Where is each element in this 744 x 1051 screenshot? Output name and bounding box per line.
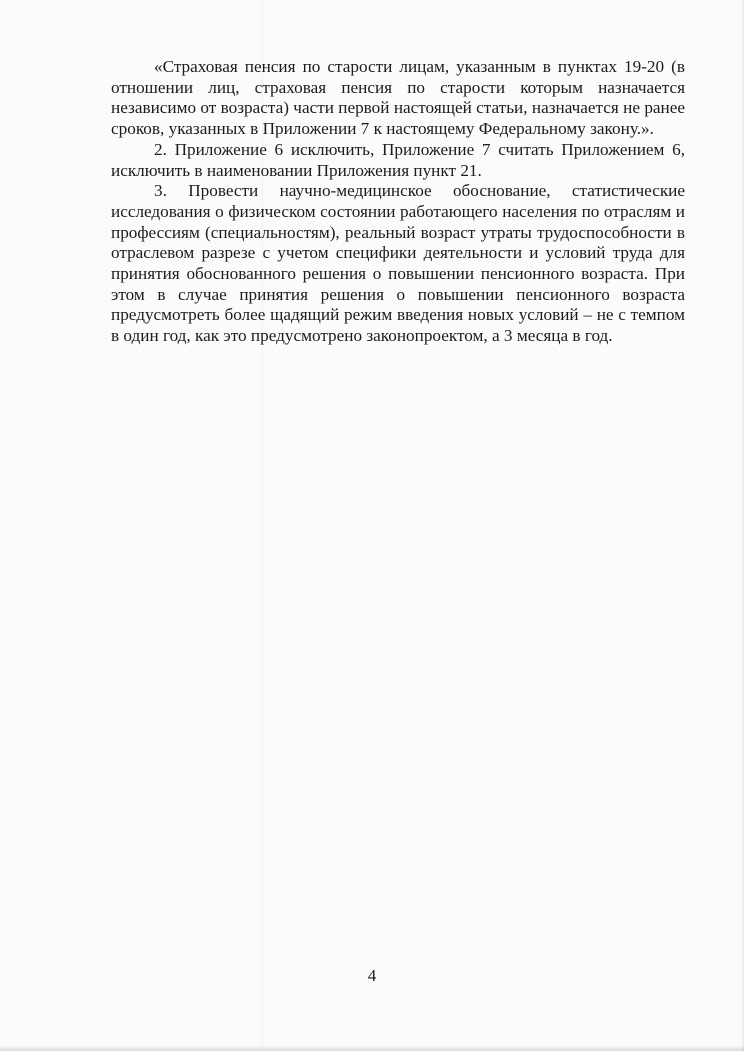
scan-edge <box>0 1045 744 1051</box>
paragraph-pension-clause: «Страховая пенсия по старости лицам, указанным в пунктах 19-20 (в отношении лиц, страховая пенсия по старости которым назначается независимо от возраста) части первой настоящей статьи, назначается не ранее сроков, указанных в Приложении 7 к настоящему Федеральному закону.». <box>111 57 685 139</box>
page-number: 4 <box>367 966 377 985</box>
paragraph-appendix-6: 2. Приложение 6 исключить, Приложение 7 считать Приложением 6, исключить в наименовании Приложения пункт 21. <box>111 139 685 180</box>
paragraph-research: 3. Провести научно-медицинское обоснование, статистические исследования о физическом состоянии работающего населения по отраслям и профессиям (специальностям), реальный возраст утраты трудоспособности в отраслевом разрезе с учетом специфики деятельности и условий труда для принятия обоснованного решения о повышении пенсионного возраста. При этом в случае принятия решения о повышении пенсионного возраста предусмотреть более щадящий режим введения новых условий – не с темпом в один год, как это предусмотрено законопроектом, а 3 месяца в год. <box>111 181 685 346</box>
document-body <box>111 57 685 347</box>
